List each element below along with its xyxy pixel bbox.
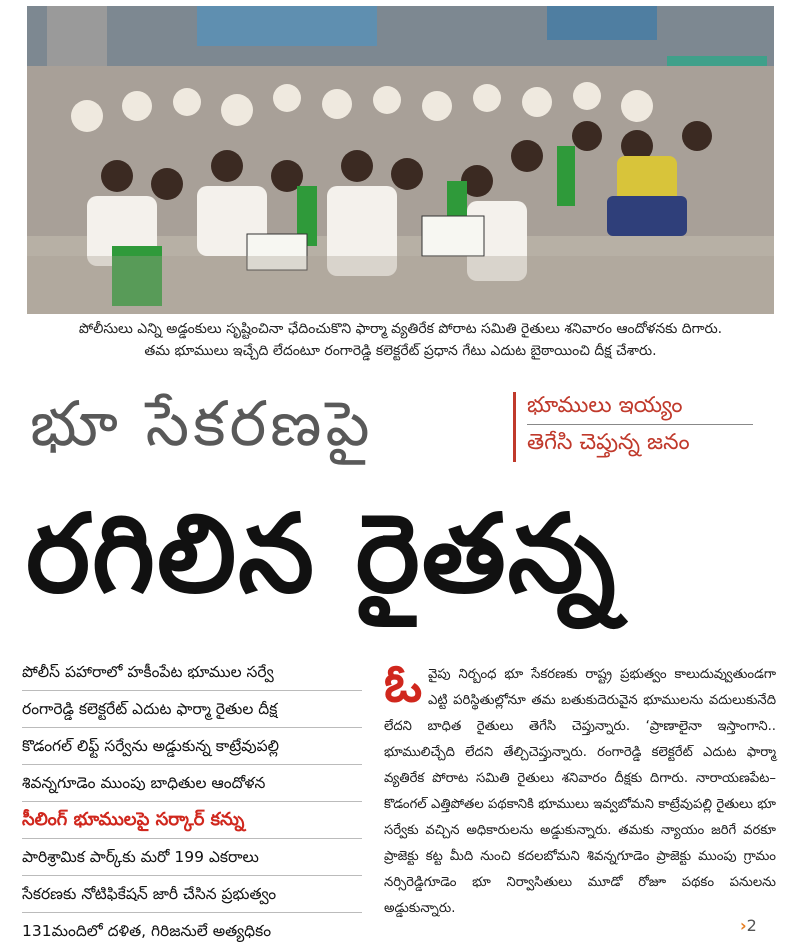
caption-line-1: పోలీసులు ఎన్ని అడ్డంకులు సృష్టించినా ఛేదించుకొని ఫార్మా వ్యతిరేక పోరాట సమితి రైతులు శనివారం ఆందోళనకు దిగారు. — [78, 321, 723, 337]
subhead-3: కొడంగల్ లిఫ్ట్ సర్వేను అడ్డుకున్న కాట్రేవుపల్లి — [22, 728, 362, 765]
continued-page: 2 — [746, 916, 757, 935]
continued-marker[interactable] — [740, 916, 757, 935]
side-deck-bar — [513, 392, 516, 462]
subhead-8: 131మందిలో దళిత, గిరిజనులే అత్యధికం — [22, 922, 272, 940]
article-body — [384, 654, 776, 922]
side-deck — [513, 388, 753, 461]
side-deck-line-1: భూములు ఇయ్యం — [527, 388, 753, 425]
headline-kicker: భూ సేకరణపై — [30, 387, 374, 460]
caption-line-2: తమ భూములు ఇచ్చేది లేదంటూ రంగారెడ్డి కలెక్టరేట్ ప్రధాన గేటు ఎదుట బైఠాయించి దీక్ష చేశారు. — [144, 343, 657, 359]
subhead-2: రంగారెడ్డి కలెక్టరేట్ ఎదుట ఫార్మా రైతుల దీక్ష — [22, 691, 362, 728]
side-deck-line-2: తెగేసి చెప్తున్న జనం — [527, 430, 690, 455]
protest-photo-illustration — [27, 6, 774, 314]
subhead-7: సేకరణకు నోటిఫికేషన్ జారీ చేసిన ప్రభుత్వం — [22, 876, 362, 913]
chevron-right-icon: › — [740, 916, 747, 935]
article-text: వైపు నిర్బంధ భూ సేకరణకు రాష్ట్ర ప్రభుత్వం కాలుదువ్వుతుండగా ఎట్టి పరిస్థితుల్లోనూ తమ బతుకుదెరువైన భూములను వదులుకునేది లేదని బాధిత రైతులు తెగేసి చెప్తున్నారు. ‘ప్రాణాలైనా ఇస్తాంగాని.. భూములిచ్చేది లేదని తేల్చిచెప్తున్నారు. రంగారెడ్డి కలెక్టరేట్ ఎదుట ఫార్మా వ్యతిరేక పోరాట సమితి రైతులు శనివారం దీక్షకు దిగారు. నారాయణపేట–కొడంగల్ ఎత్తిపోతల పథకానికి భూములు ఇవ్వబోమని కాట్రేవుపల్లి రైతులు భూ సర్వేకు వచ్చిన అధికారులను అడ్డుకున్నారు. తమకు న్యాయం జరిగే వరకూ ప్రాజెక్టు కట్ట మీది నుంచి కదలబోమని శివన్నగూడెం ప్రాజెక్టు ముంపు గ్రామం నర్సిరెడ్డిగూడెం భూ నిర్వాసితులు మూడో రోజూ పథకం పనులను అడ్డుకున్నారు. — [384, 667, 776, 916]
subhead-4: శివన్నగూడెం ముంపు బాధితుల ఆందోళన — [22, 765, 362, 802]
photo-caption — [27, 318, 774, 362]
subheads-list — [22, 654, 362, 949]
drop-cap: ఓ — [384, 654, 423, 714]
main-headline: రగిలిన రైతన్న — [26, 492, 618, 617]
protest-photo — [27, 6, 774, 314]
subhead-1: పోలీస్ పహారాలో హకీంపేట భూముల సర్వే — [22, 654, 362, 691]
subhead-6: పారిశ్రామిక పార్క్‌కు మరో 199 ఎకరాలు — [22, 839, 362, 876]
subhead-highlight: సీలింగ్ భూములపై సర్కార్ కన్ను — [22, 802, 362, 839]
